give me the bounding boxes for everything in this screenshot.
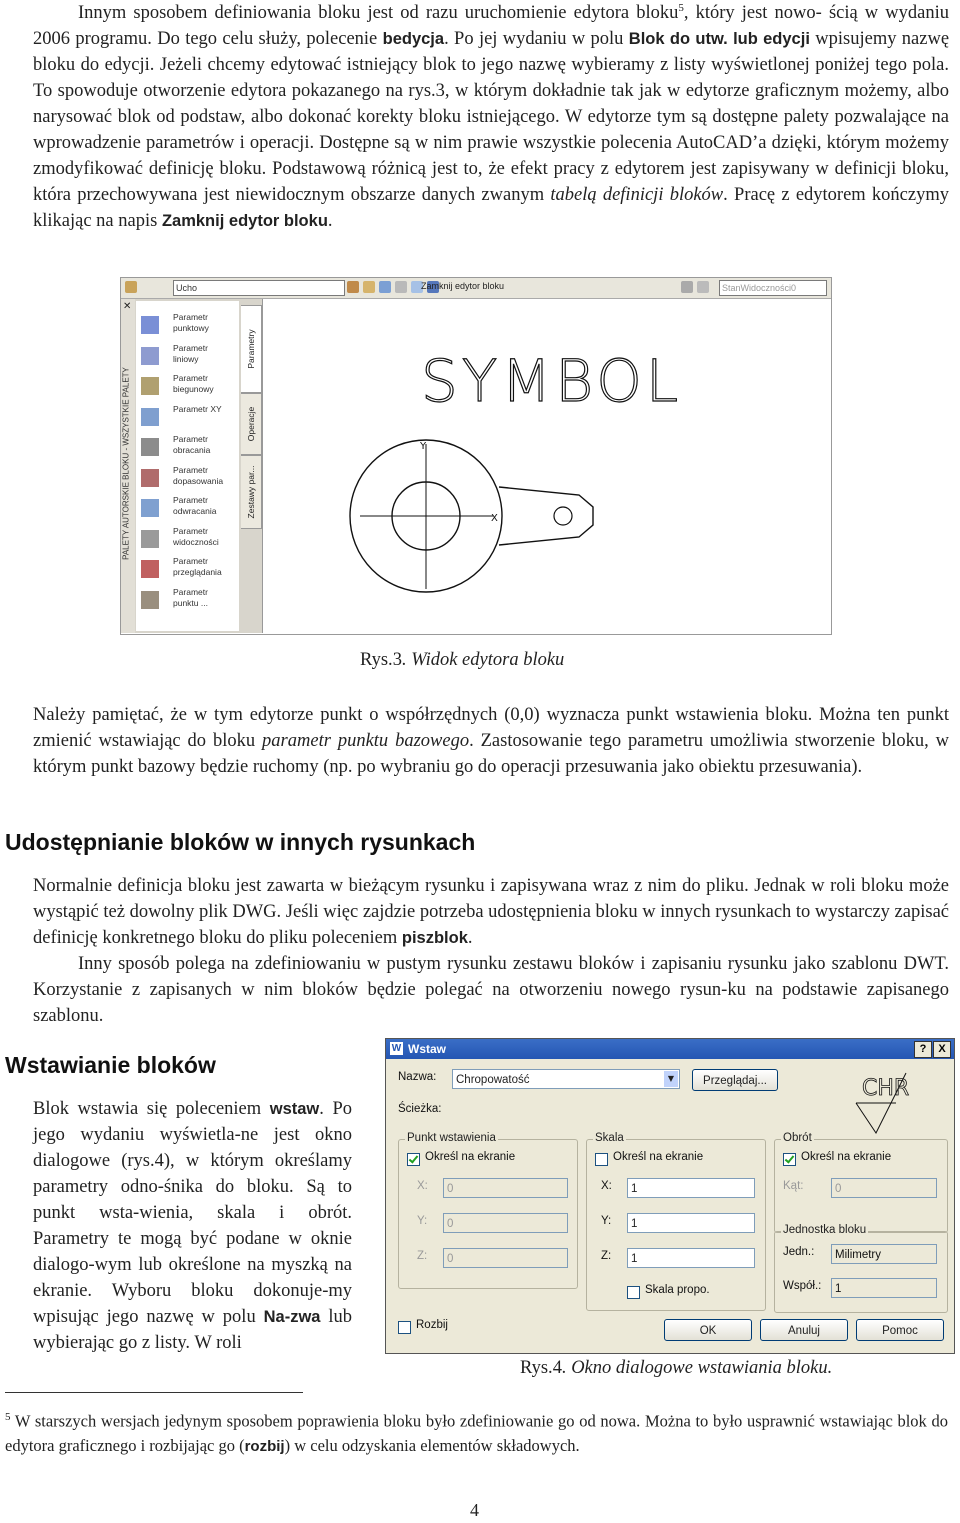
tab-label: Zestawy par... [246,465,256,519]
insert-dialog [385,1038,955,1354]
label-line: Parametr [173,373,208,383]
scale-y-input[interactable]: 1 [627,1213,755,1233]
unit-value: Milimetry [831,1244,937,1264]
palette-item-label [173,556,239,578]
intro-text: . Pracę z edytorem kończymy klikając na napis [33,185,949,232]
footnote-ref: 5 [678,2,684,14]
y-label: Y: [601,1215,612,1227]
dialog-app-icon: W [391,1043,402,1054]
checkbox-label: Określ na ekranie [613,1151,704,1163]
label-line: widoczności [173,536,219,547]
footnote-number: 5 [5,1411,11,1423]
palette-item[interactable] [138,403,238,431]
palette-item-label [173,404,239,415]
checkbox-label: Skala propo. [645,1284,710,1296]
label-line: Parametr [173,586,208,597]
label-line: punktowy [173,323,209,333]
caption-text: . Widok edytora bloku [401,650,565,670]
uniform-scale-checkbox[interactable] [627,1286,640,1299]
palette-title-bar [121,299,135,633]
close-editor-button[interactable]: Zamknij edytor bloku [421,281,505,291]
palette-item-label [173,434,239,456]
help-button[interactable]: Pomoc [856,1319,944,1341]
intro-text: . Po jej wydaniu w polu [444,29,624,50]
axis-x-label: X [491,513,498,524]
ok-button[interactable]: OK [664,1319,752,1341]
parameter-icon [141,377,159,395]
intro-text: . [327,211,333,232]
page-number: 4 [470,1500,479,1520]
palette-items [136,301,239,631]
footnote-separator [5,1392,303,1393]
angle-input[interactable]: 0 [831,1178,937,1198]
label-line: Parametr [173,342,208,353]
parameter-icon [141,408,159,426]
scale-onscreen-checkbox[interactable] [595,1153,608,1166]
insertion-onscreen-checkbox[interactable] [407,1153,420,1166]
block-authoring-palette [121,299,263,633]
group-title: Punkt wstawienia [407,1132,496,1144]
group-title: Skala [595,1132,624,1144]
label-line: dopasowania [173,475,224,486]
path-label: Ścieżka: [398,1103,442,1115]
tab-zestawy[interactable] [241,455,262,529]
factor-label: Współ.: [783,1280,822,1292]
caption-text: . Okno dialogowe wstawiania bloku. [561,1358,833,1378]
label-line: Parametr [173,556,208,566]
close-button[interactable]: X [933,1041,951,1058]
footnote-text: W starszych wersjach jedynym sposobem poprawienia bloku było zdefiniowanie go od nowa. Można to było usprawnić wstawiając blok do edytora graficznego i rozbijając go ( [5,1411,948,1455]
palette-item-label [173,312,239,334]
scale-x-input[interactable]: 1 [627,1178,755,1198]
z-label: Z: [601,1250,612,1262]
drawing-area [263,299,831,633]
insert-x-input[interactable]: 0 [443,1178,568,1198]
palette-item[interactable] [138,433,238,461]
label-line: punktu ... [173,597,208,608]
label-line: liniowy [173,353,199,364]
tab-label: Operacje [246,406,256,442]
text: Blok wstawia się poleceniem [33,1099,262,1119]
dropdown-arrow-icon[interactable]: ▼ [664,1071,678,1087]
block-name-field[interactable]: Ucho [173,280,345,296]
paragraph-template: Inny sposób polega na zdefiniowaniu w pustym rysunku zestawu bloków i zapisaniu rysunku jako szablonu DWT. Korzystanie z zapisanych w nim bloków będzie polegać na otworzeniu nowego rysun-ku na podstawie zapisanego szablonu. [33,954,949,1026]
parameter-icon [141,438,159,456]
label-line: przeglądania [173,567,222,577]
ear-outline [499,487,593,545]
text: Normalnie definicja bloku jest zawarta w bieżącym rysunku i zapisywana wraz z nim do pliku. Jednak w roli bloku może wystąpić też dowolny plik DWG. Jeśli więc zajdzie potrzeba udostępnienia bloku w innych rysunkach to wystarczy zapisać definicję konkretnego bloku do pliku poleceniem [33,876,949,948]
rotation-group [774,1132,948,1233]
paragraph-sharing [33,873,949,951]
caption-number: 3 [392,650,402,670]
preview-text: CHR [862,1076,910,1101]
label-line: Parametr [173,434,208,444]
name-label: Nazwa: [398,1071,437,1083]
text: . Po jego wydaniu wyświetla-ne jest okno dialogowe (rys.4), w którym określamy parametry odno-śnika do bloku. Są to punkt wsta-wienia, skala i obrót. Parametry te mogą być podane w oknie dialogo-wym lub określone na myszką na ekranie. Wyboru bloku dokonuje-my wpisując jego nazwę w polu [33,1099,353,1327]
parameter-icon [141,530,159,548]
tab-parametry[interactable] [241,305,262,393]
x-label: X: [601,1180,612,1192]
rotation-onscreen-checkbox[interactable] [783,1153,796,1166]
text: . Zastosowanie tego parametru umożliwia stworzenie bloku, w którym punkt bazowy będzie ruchomy (np. po wybraniu go do operacji przesuwania jako obiektu przesuwania). [33,731,950,777]
group-title: Jednostka bloku [783,1224,867,1236]
explode-checkbox[interactable] [398,1321,411,1334]
scale-z-input[interactable]: 1 [627,1248,755,1268]
caption-label: Rys. [360,650,393,670]
palette-item[interactable] [138,342,238,370]
palette-item[interactable] [138,494,238,522]
parameter-icon [141,316,159,334]
heading-sharing-blocks: Udostępnianie bloków w innych rysunkach [5,829,476,855]
command-bedycja: bedycja [382,30,445,49]
browse-button[interactable]: Przeglądaj... [692,1069,778,1091]
help-title-button[interactable]: ? [914,1041,932,1058]
block-unit-group [774,1224,948,1313]
label-line: Parametr XY [173,403,222,414]
block-editor-screenshot [120,277,832,635]
palette-item-label [173,465,239,487]
field-name: Blok do [628,30,691,49]
checkbox-label: Określ na ekranie [425,1151,516,1163]
parameter-icon [141,560,159,578]
label-line: Parametr [173,312,208,322]
parameter-icon [141,469,159,487]
group-title: Obrót [783,1132,812,1144]
edit-block-icon [125,281,137,293]
cancel-button[interactable]: Anuluj [760,1319,848,1341]
intro-italic: tabelą definicji bloków [550,185,724,206]
checkbox-label: Rozbij [416,1319,448,1331]
command-wstaw: wstaw [269,1100,320,1118]
y-label: Y: [417,1215,428,1227]
symbol-text: SYMBOL [421,347,683,415]
dialog-title-bar [386,1039,954,1059]
close-icon[interactable]: ✕ [123,301,132,312]
save-as-icon [363,281,375,293]
block-name-combo[interactable]: Chropowatość [452,1069,680,1089]
factor-value: 1 [831,1278,937,1298]
text: Należy pamiętać, że w tym edytorze punkt o współrzędnych (0,0) wyznacza punkt wstawienia bloku. Można ten punkt zmienić wstawiając do bloku [33,705,949,751]
unit-label: Jedn.: [783,1246,815,1258]
save-icon [347,281,359,293]
editor-toolbar [121,278,831,299]
x-label: X: [417,1180,428,1192]
palette-item-label [173,526,239,548]
field-nazwa: Na-zwa [263,1308,321,1326]
label-line: odwracania [173,506,217,516]
caption-label: Rys. [520,1358,553,1378]
command-piszblok: piszblok [401,929,468,947]
label-line: biegunowy [173,384,214,394]
axis-y-label: Y [420,441,427,452]
label-line: Parametr [173,525,208,536]
command-close-editor: Zamknij edytor bloku [161,212,328,231]
footnote [5,1405,948,1459]
text: . [467,928,473,948]
palette-item[interactable] [138,372,238,400]
text: lub wybierając go z listy. W roli [33,1307,353,1353]
parameter-icon [141,591,159,609]
intro-text: , który jest nowo- [683,3,822,24]
insertion-point-group [398,1132,578,1289]
visibility-state-field[interactable]: StanWidoczności0 [719,280,827,296]
intro-paragraph [33,0,949,234]
angle-label: Kąt: [783,1180,804,1192]
palette-item-label [173,373,239,395]
parameter-icon [141,499,159,517]
scale-group [586,1132,766,1311]
palette-item-label [173,495,239,517]
paragraph-insert [33,1096,352,1356]
intro-text: wpisujemy nazwę bloku do edycji. Jeżeli chcemy edytować istniejący blok to jego nazwę wybieramy z listy wyświetlonej poniżej tego pola. To spowoduje otworzenie edytora pokazanego na rys.3, w którym dokładnie tak jak w edytorze graficznym możemy, albo narysować blok od podstaw, albo dokonać korekty bloku istniejącego. W edytorze tym są dostępne palety pozwalające na wprowadzenie parametrów i operacji. Dostępne są w nim prawie wszystkie polecenia AutoCAD’a dzięki, którym możemy zmodyfikować definicję bloku. Podstawową różnicą jest to, że efekt pracy z edytorem jest zapisywany w definicji bloku, która przechowywana jest niewidocznym obszarze danych zwanym [33,29,950,206]
block-preview [826,1067,946,1137]
palette-item[interactable] [138,525,238,553]
ear-hole [554,507,572,525]
insert-y-input[interactable]: 0 [443,1213,568,1233]
palette-title: PALETY AUTORSKIE BLOKU - WSZYSTKIE PALETY [121,367,131,560]
authoring-icon [379,281,391,293]
figure-3-caption [360,650,564,671]
intro-text: ścią w wydaniu 2006 programu. Do tego celu służy, polecenie [33,3,949,50]
command-rozbij: rozbij [244,1437,285,1455]
palette-item[interactable] [138,555,238,583]
palette-item[interactable] [138,586,238,614]
label-line: Parametr [173,464,208,475]
field-name: utw. lub edycji [695,30,810,49]
z-label: Z: [417,1250,428,1262]
palette-item[interactable] [138,464,238,492]
insert-z-input[interactable]: 0 [443,1248,568,1268]
figure-4-caption [520,1358,832,1379]
visibility-icon [681,281,693,293]
label-line: Parametr [173,495,208,505]
heading-inserting-blocks: Wstawianie bloków [5,1052,216,1078]
label-line: obracania [173,445,211,455]
attribute-icon [395,281,407,293]
tab-label: Parametry [246,329,256,369]
paragraph-base-point [33,702,949,780]
palette-item-label [173,343,239,365]
tab-operacje[interactable] [241,393,262,455]
intro-text: Innym sposobem definiowania bloku jest od razu uruchomienie edytora bloku [78,3,679,24]
palette-item[interactable] [138,311,238,339]
footnote-text: ) w celu odzyskania elementów składowych. [284,1435,580,1455]
visibility-icon [697,281,709,293]
dialog-title: Wstaw [408,1042,447,1056]
caption-number: 4 [552,1358,562,1378]
palette-item-label [173,587,239,609]
italic-text: parametr punktu bazowego [262,731,470,751]
checkbox-label: Określ na ekranie [801,1151,892,1163]
parameter-icon [141,347,159,365]
